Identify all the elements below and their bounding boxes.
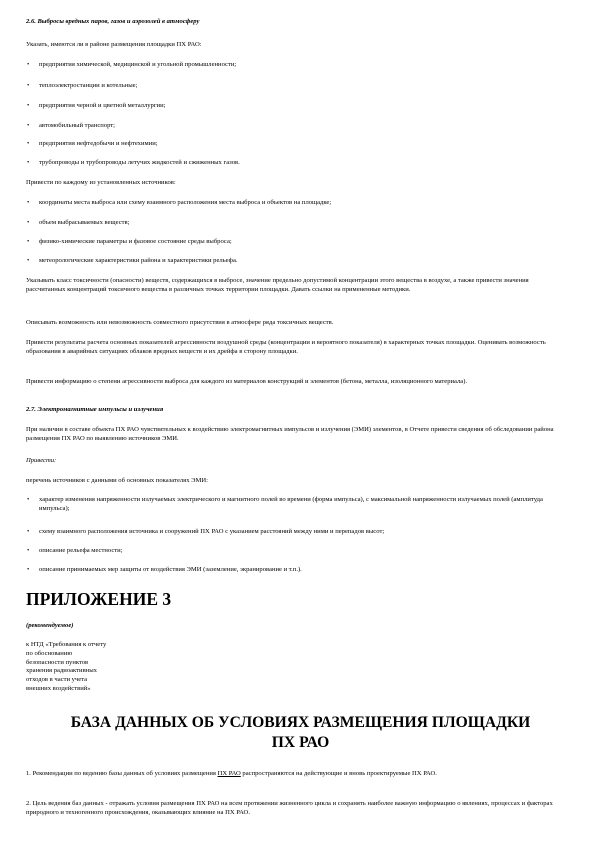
- bullet-icon: •: [27, 496, 30, 503]
- reference-line: внешних воздействий»: [26, 684, 91, 692]
- list-item: • схему взаимного расположения источника и сооружений ПХ РАО с указанием расстояний между ними и перепадов высот;: [27, 528, 385, 535]
- list-item: • предприятия нефтедобычи и нефтехимии;: [27, 140, 158, 147]
- reference-line: хранения радиоактивных: [26, 667, 97, 675]
- list-item: • характер изменения напряженности излучаемых электрического и магнитного полей во времени (форма импульса), с максимальной напряженности излучаемых полей (амплитуда импульса);: [27, 496, 543, 513]
- sources-list-intro: перечень источников с данными об основных показателях ЭМИ:: [26, 477, 208, 484]
- bullet-icon: •: [27, 159, 30, 166]
- cite-intro: Привести по каждому из установленных источников:: [26, 179, 176, 186]
- reference-line: безопасности пунктов: [26, 658, 89, 666]
- list-item: • координаты места выброса или схему взаимного расположения места выброса и объектов на площадке;: [27, 199, 332, 206]
- bullet-icon: •: [27, 82, 30, 89]
- bullet-icon: •: [27, 122, 30, 129]
- list-item: • предприятия химической, медицинской и угольной промышленности;: [27, 61, 237, 68]
- bullet-icon: •: [27, 140, 30, 147]
- reference-line: по обоснованию: [26, 649, 73, 657]
- appendix-note: (рекомендуемое): [26, 622, 74, 629]
- database-title-line: БАЗА ДАННЫХ ОБ УСЛОВИЯХ РАЗМЕЩЕНИЯ ПЛОЩАДКИ: [70, 714, 531, 731]
- paragraph-joint-presence: Описывать возможность или невозможность совместного присутствия в атмосфере ряда токсичных веществ.: [26, 319, 334, 326]
- list-item: • объем выбрасываемых веществ;: [27, 219, 130, 226]
- bullet-icon: •: [27, 257, 30, 264]
- list-item: • предприятия черной и цветной металлургии;: [27, 102, 166, 109]
- bullet-icon: •: [27, 238, 30, 245]
- section-2-6-intro: Указать, имеются ли в районе размещения площадки ПХ РАО:: [26, 41, 202, 48]
- list-item: • описание рельефа местности;: [27, 547, 123, 554]
- section-2-6-heading: 2.6. Выбросы вредных паров, газов и аэрозолей в атмосферу: [26, 18, 200, 25]
- list-item: • автомобильный транспорт;: [27, 122, 116, 129]
- bullet-icon: •: [27, 199, 30, 206]
- list-item: • метеорологические характеристики района и характеристики рельефа.: [27, 257, 238, 264]
- bullet-icon: •: [27, 61, 30, 68]
- paragraph-toxicity-class: Указывать класс токсичности (опасности) веществ, содержащихся в выбросе, значение предельно допустимой концентрации этого вещества в воздухе, а также привести значения рассчитанных концентраций токсичного вещества в различных точках территории площадки. Давать ссылки на примененные методики.: [26, 277, 529, 294]
- list-item: • описание принимаемых мер защиты от воздействия ЭМИ (заземление, экранирование и т.п.).: [27, 566, 302, 573]
- reference-line: к НТД «Требования к отчету: [26, 641, 107, 648]
- section-2-7-heading: 2.7. Электромагнитные импульсы и излучения: [26, 406, 164, 413]
- database-title-line: ПХ РАО: [271, 733, 330, 751]
- paragraph-results: Привести результаты расчета основных показателей агрессивности воздушной среды (концентрации и вероятного показателя) в характерных точках площадки. Оценивать возможность образования в аварийных ситуациях облаков вредных веществ и их дрейфа в сторону площадки.: [26, 339, 546, 356]
- bullet-icon: •: [27, 102, 30, 109]
- appendix-title: ПРИЛОЖЕНИЕ 3: [26, 589, 172, 609]
- database-title: [26, 713, 575, 752]
- bullet-icon: •: [27, 566, 30, 573]
- cite-label: Привести:: [26, 457, 57, 464]
- appendix-reference: [26, 641, 567, 694]
- pkh-rao-link[interactable]: ПХ РАО: [217, 770, 241, 777]
- section-2-7-paragraph: При наличии в составе объекта ПХ РАО чувствительных к воздействию электромагнитных импульсов и излучения (ЭМИ) элементов, в Отчете привести сведения об обследовании района размещения ПХ РАО по выявлению источников ЭМИ.: [26, 426, 554, 443]
- bullet-icon: •: [27, 547, 30, 554]
- reference-line: отходов в части учета: [26, 676, 88, 684]
- list-item: • трубопроводы и трубопроводы летучих жидкостей и сжиженных газов.: [27, 159, 240, 166]
- list-item: • физико-химические параметры и фазовое состояние среды выброса;: [27, 238, 232, 245]
- bullet-icon: •: [27, 528, 30, 535]
- database-paragraph-2: 2. Цель ведения баз данных - отражать условия размещения ПХ РАО на всем протяжении жизненного цикла и сохранять наиболее важную информацию о явлениях, процессах и факторах природного и техногенного происхождения, оказывающих влияние на ПХ РАО.: [26, 800, 553, 817]
- database-paragraph-1: 1. Рекомендации по ведению базы данных об условиях размещения ПХ РАО распространяются на действующие и вновь проектируемые ПХ РАО.: [26, 770, 437, 777]
- list-item: • теплоэлектростанции и котельные;: [27, 82, 138, 89]
- paragraph-aggressiveness: Привести информацию о степени агрессивности выброса для каждого из материалов конструкций и элементов (бетона, металла, изоляционного материала).: [26, 378, 468, 385]
- bullet-icon: •: [27, 219, 30, 226]
